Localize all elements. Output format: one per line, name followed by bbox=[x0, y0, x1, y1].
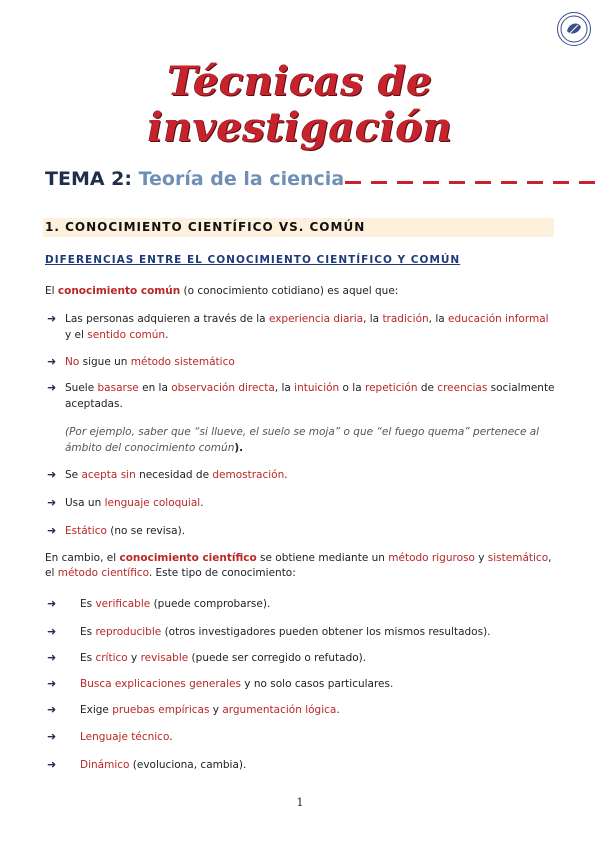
science-item bbox=[80, 624, 550, 640]
item-text: sigue un bbox=[79, 356, 131, 368]
item-text: y bbox=[209, 704, 223, 716]
arrow-icon: ➜ bbox=[47, 597, 57, 610]
item-text: . bbox=[169, 731, 173, 743]
item-term: educación informal bbox=[448, 313, 549, 325]
topic-label: TEMA 2: bbox=[45, 168, 132, 190]
arrow-icon: ➜ bbox=[47, 524, 57, 537]
item-text: y el bbox=[65, 329, 88, 341]
item-text: de bbox=[417, 382, 438, 394]
university-logo bbox=[557, 12, 591, 46]
arrow-icon: ➜ bbox=[47, 312, 57, 325]
arrow-icon: ➜ bbox=[47, 703, 57, 716]
intro-text: se obtiene mediante un bbox=[256, 552, 389, 564]
item-text: Es bbox=[80, 598, 96, 610]
arrow-icon: ➜ bbox=[47, 677, 57, 690]
item-text: y bbox=[127, 652, 141, 664]
example-note bbox=[65, 424, 555, 456]
item-term: reproducible bbox=[95, 626, 162, 638]
item-term: pruebas empíricas bbox=[112, 704, 210, 716]
item-text: socialmente aceptadas. bbox=[65, 382, 555, 410]
science-intro bbox=[45, 551, 560, 581]
common-item bbox=[65, 311, 555, 343]
item-term: método sistemático bbox=[130, 356, 235, 368]
item-text: o la bbox=[339, 382, 365, 394]
item-term: verificable bbox=[95, 598, 151, 610]
decorative-dashes bbox=[345, 181, 600, 184]
intro-term: método científico bbox=[57, 567, 149, 579]
title-line-1: Técnicas de bbox=[167, 58, 433, 105]
item-term: demostración bbox=[212, 469, 285, 481]
title-line-2: investigación bbox=[147, 104, 453, 151]
science-item bbox=[80, 650, 550, 666]
intro-text: . Este tipo de conocimiento: bbox=[148, 567, 296, 579]
intro-text: y bbox=[474, 552, 488, 564]
item-term: lenguaje coloquial bbox=[104, 497, 201, 509]
item-term: Dinámico bbox=[80, 759, 130, 771]
item-term: acepta sin bbox=[81, 469, 136, 481]
item-term: crítico bbox=[95, 652, 128, 664]
science-item bbox=[80, 702, 550, 718]
item-text: . bbox=[165, 329, 169, 341]
page-number: 1 bbox=[296, 796, 304, 809]
item-text: y no solo casos particulares. bbox=[240, 678, 394, 690]
item-term: creencias bbox=[437, 382, 488, 394]
common-item bbox=[65, 523, 555, 539]
item-term: basarse bbox=[97, 382, 139, 394]
intro-term: conocimiento científico bbox=[119, 552, 257, 564]
item-term: revisable bbox=[140, 652, 189, 664]
intro-text: El bbox=[45, 285, 58, 297]
item-term: Busca explicaciones generales bbox=[80, 678, 241, 690]
arrow-icon: ➜ bbox=[47, 730, 57, 743]
item-text: Es bbox=[80, 652, 96, 664]
item-text: Es bbox=[80, 626, 96, 638]
section-heading: 1. CONOCIMIENTO CIENTÍFICO VS. COMÚN bbox=[43, 218, 554, 237]
item-text: en la bbox=[138, 382, 172, 394]
intro-term: método riguroso bbox=[388, 552, 475, 564]
topic-heading bbox=[45, 168, 565, 198]
item-text: (otros investigadores pueden obtener los mismos resultados). bbox=[161, 626, 491, 638]
science-item bbox=[80, 757, 550, 773]
example-close: ). bbox=[234, 442, 244, 454]
item-text: . bbox=[200, 497, 204, 509]
intro-text: En cambio, el bbox=[45, 552, 120, 564]
item-text: (puede comprobarse). bbox=[150, 598, 271, 610]
intro-text: , el bbox=[45, 552, 552, 579]
arrow-icon: ➜ bbox=[47, 496, 57, 509]
item-text: Exige bbox=[80, 704, 113, 716]
common-item bbox=[65, 380, 555, 412]
subsection-heading: DIFERENCIAS ENTRE EL CONOCIMIENTO CIENTÍFICO Y COMÚN bbox=[45, 254, 461, 266]
item-text: Se bbox=[65, 469, 82, 481]
arrow-icon: ➜ bbox=[47, 625, 57, 638]
item-term: Estático bbox=[65, 525, 107, 537]
item-term: tradición bbox=[382, 313, 429, 325]
science-item bbox=[80, 676, 550, 692]
item-text: (puede ser corregido o refutado). bbox=[188, 652, 367, 664]
common-item bbox=[65, 354, 555, 370]
item-text: . bbox=[336, 704, 340, 716]
arrow-icon: ➜ bbox=[47, 381, 57, 394]
item-text: . bbox=[284, 469, 288, 481]
item-term: intuición bbox=[294, 382, 340, 394]
item-text: necesidad de bbox=[135, 469, 213, 481]
intro-text: (o conocimiento cotidiano) es aquel que: bbox=[180, 285, 399, 297]
science-item bbox=[80, 729, 550, 745]
arrow-icon: ➜ bbox=[47, 468, 57, 481]
science-item bbox=[80, 596, 550, 612]
item-term: No bbox=[65, 356, 80, 368]
item-term: sentido común bbox=[87, 329, 166, 341]
item-term: experiencia diaria bbox=[268, 313, 364, 325]
item-text: Las personas adquieren a través de la bbox=[65, 313, 269, 325]
item-text: , la bbox=[363, 313, 383, 325]
item-term: observación directa bbox=[171, 382, 275, 394]
arrow-icon: ➜ bbox=[47, 355, 57, 368]
item-term: Lenguaje técnico bbox=[80, 731, 170, 743]
arrow-icon: ➜ bbox=[47, 758, 57, 771]
arrow-icon: ➜ bbox=[47, 651, 57, 664]
topic-subtitle: Teoría de la ciencia bbox=[138, 168, 345, 190]
intro-paragraph bbox=[45, 284, 560, 299]
item-text: Usa un bbox=[65, 497, 105, 509]
common-item bbox=[65, 467, 555, 483]
intro-term: conocimiento común bbox=[57, 285, 181, 297]
item-term: repetición bbox=[365, 382, 418, 394]
intro-term: sistemático bbox=[487, 552, 549, 564]
common-item bbox=[65, 495, 555, 511]
item-text: (evoluciona, cambia). bbox=[129, 759, 247, 771]
item-text: , la bbox=[428, 313, 449, 325]
item-term: argumentación lógica bbox=[222, 704, 337, 716]
item-text: , la bbox=[274, 382, 295, 394]
example-text: (Por ejemplo, saber que “si llueve, el suelo se moja” o que “el fuego quema” pertenece al ámbito del conocimiento común bbox=[65, 426, 540, 454]
item-text: Suele bbox=[65, 382, 98, 394]
item-text: (no se revisa). bbox=[106, 525, 186, 537]
